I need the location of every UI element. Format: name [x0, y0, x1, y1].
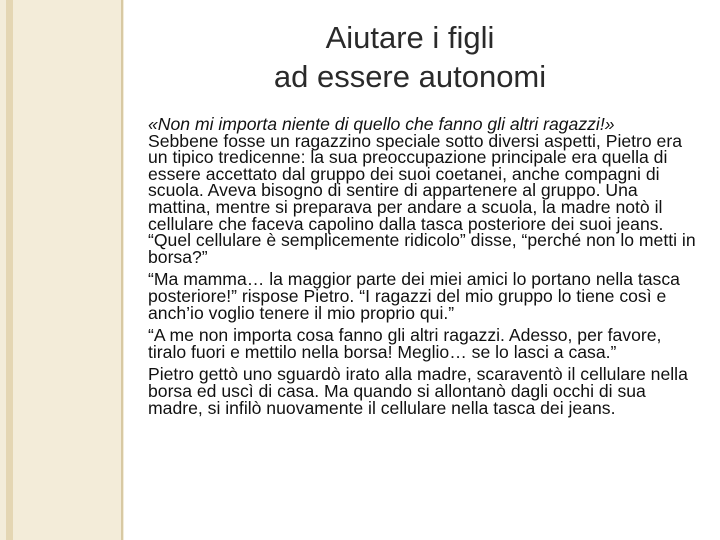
body-paragraph-2: “Ma mamma… la maggior parte dei miei amici lo portano nella tasca posteriore!” rispose Pietro. “I ragazzi del mio gruppo lo tiene così e anch’io voglio tenere il mio proprio qui.”	[148, 269, 680, 323]
slide-body	[148, 116, 704, 422]
body-paragraph-4: Pietro gettò uno sguardò irato alla madre, scaraventò il cellulare nella borsa ed uscì di casa. Ma quando si allontanò dagli occhi di sua madre, si infilò nuovamente il cellulare nella tasca dei jeans.	[148, 364, 688, 418]
decorative-sidebar	[0, 0, 124, 540]
sidebar-stripe	[6, 0, 13, 540]
sidebar-edge	[121, 0, 123, 540]
slide-title	[200, 18, 620, 96]
slide-title-line-2: ad essere autonomi	[273, 59, 547, 94]
slide-title-line-1: Aiutare i figli	[325, 20, 495, 55]
body-paragraph-1: Sebbene fosse un ragazzino speciale sotto diversi aspetti, Pietro era un tipico tredicenne: la sua preoccupazione principale era quella di essere accettato dal gruppo dei suoi coetanei, anche compagni di scuola. Aveva bisogno di sentire di appartenere al gruppo. Una mattina, mentre si preparava per andare a scuola, la madre notò il cellulare che faceva capolino dalla tasca posteriore dei suoi jeans. “Quel cellulare è semplicemente ridicolo” disse, “perché non lo metti in borsa?”	[148, 130, 696, 267]
body-paragraph-3: “A me non importa cosa fanno gli altri ragazzi. Adesso, per favore, tiralo fuori e mettilo nella borsa! Meglio… se lo lasci a casa.”	[148, 325, 662, 362]
opening-quote: «Non mi importa niente di quello che fanno gli altri ragazzi!»	[148, 114, 615, 134]
